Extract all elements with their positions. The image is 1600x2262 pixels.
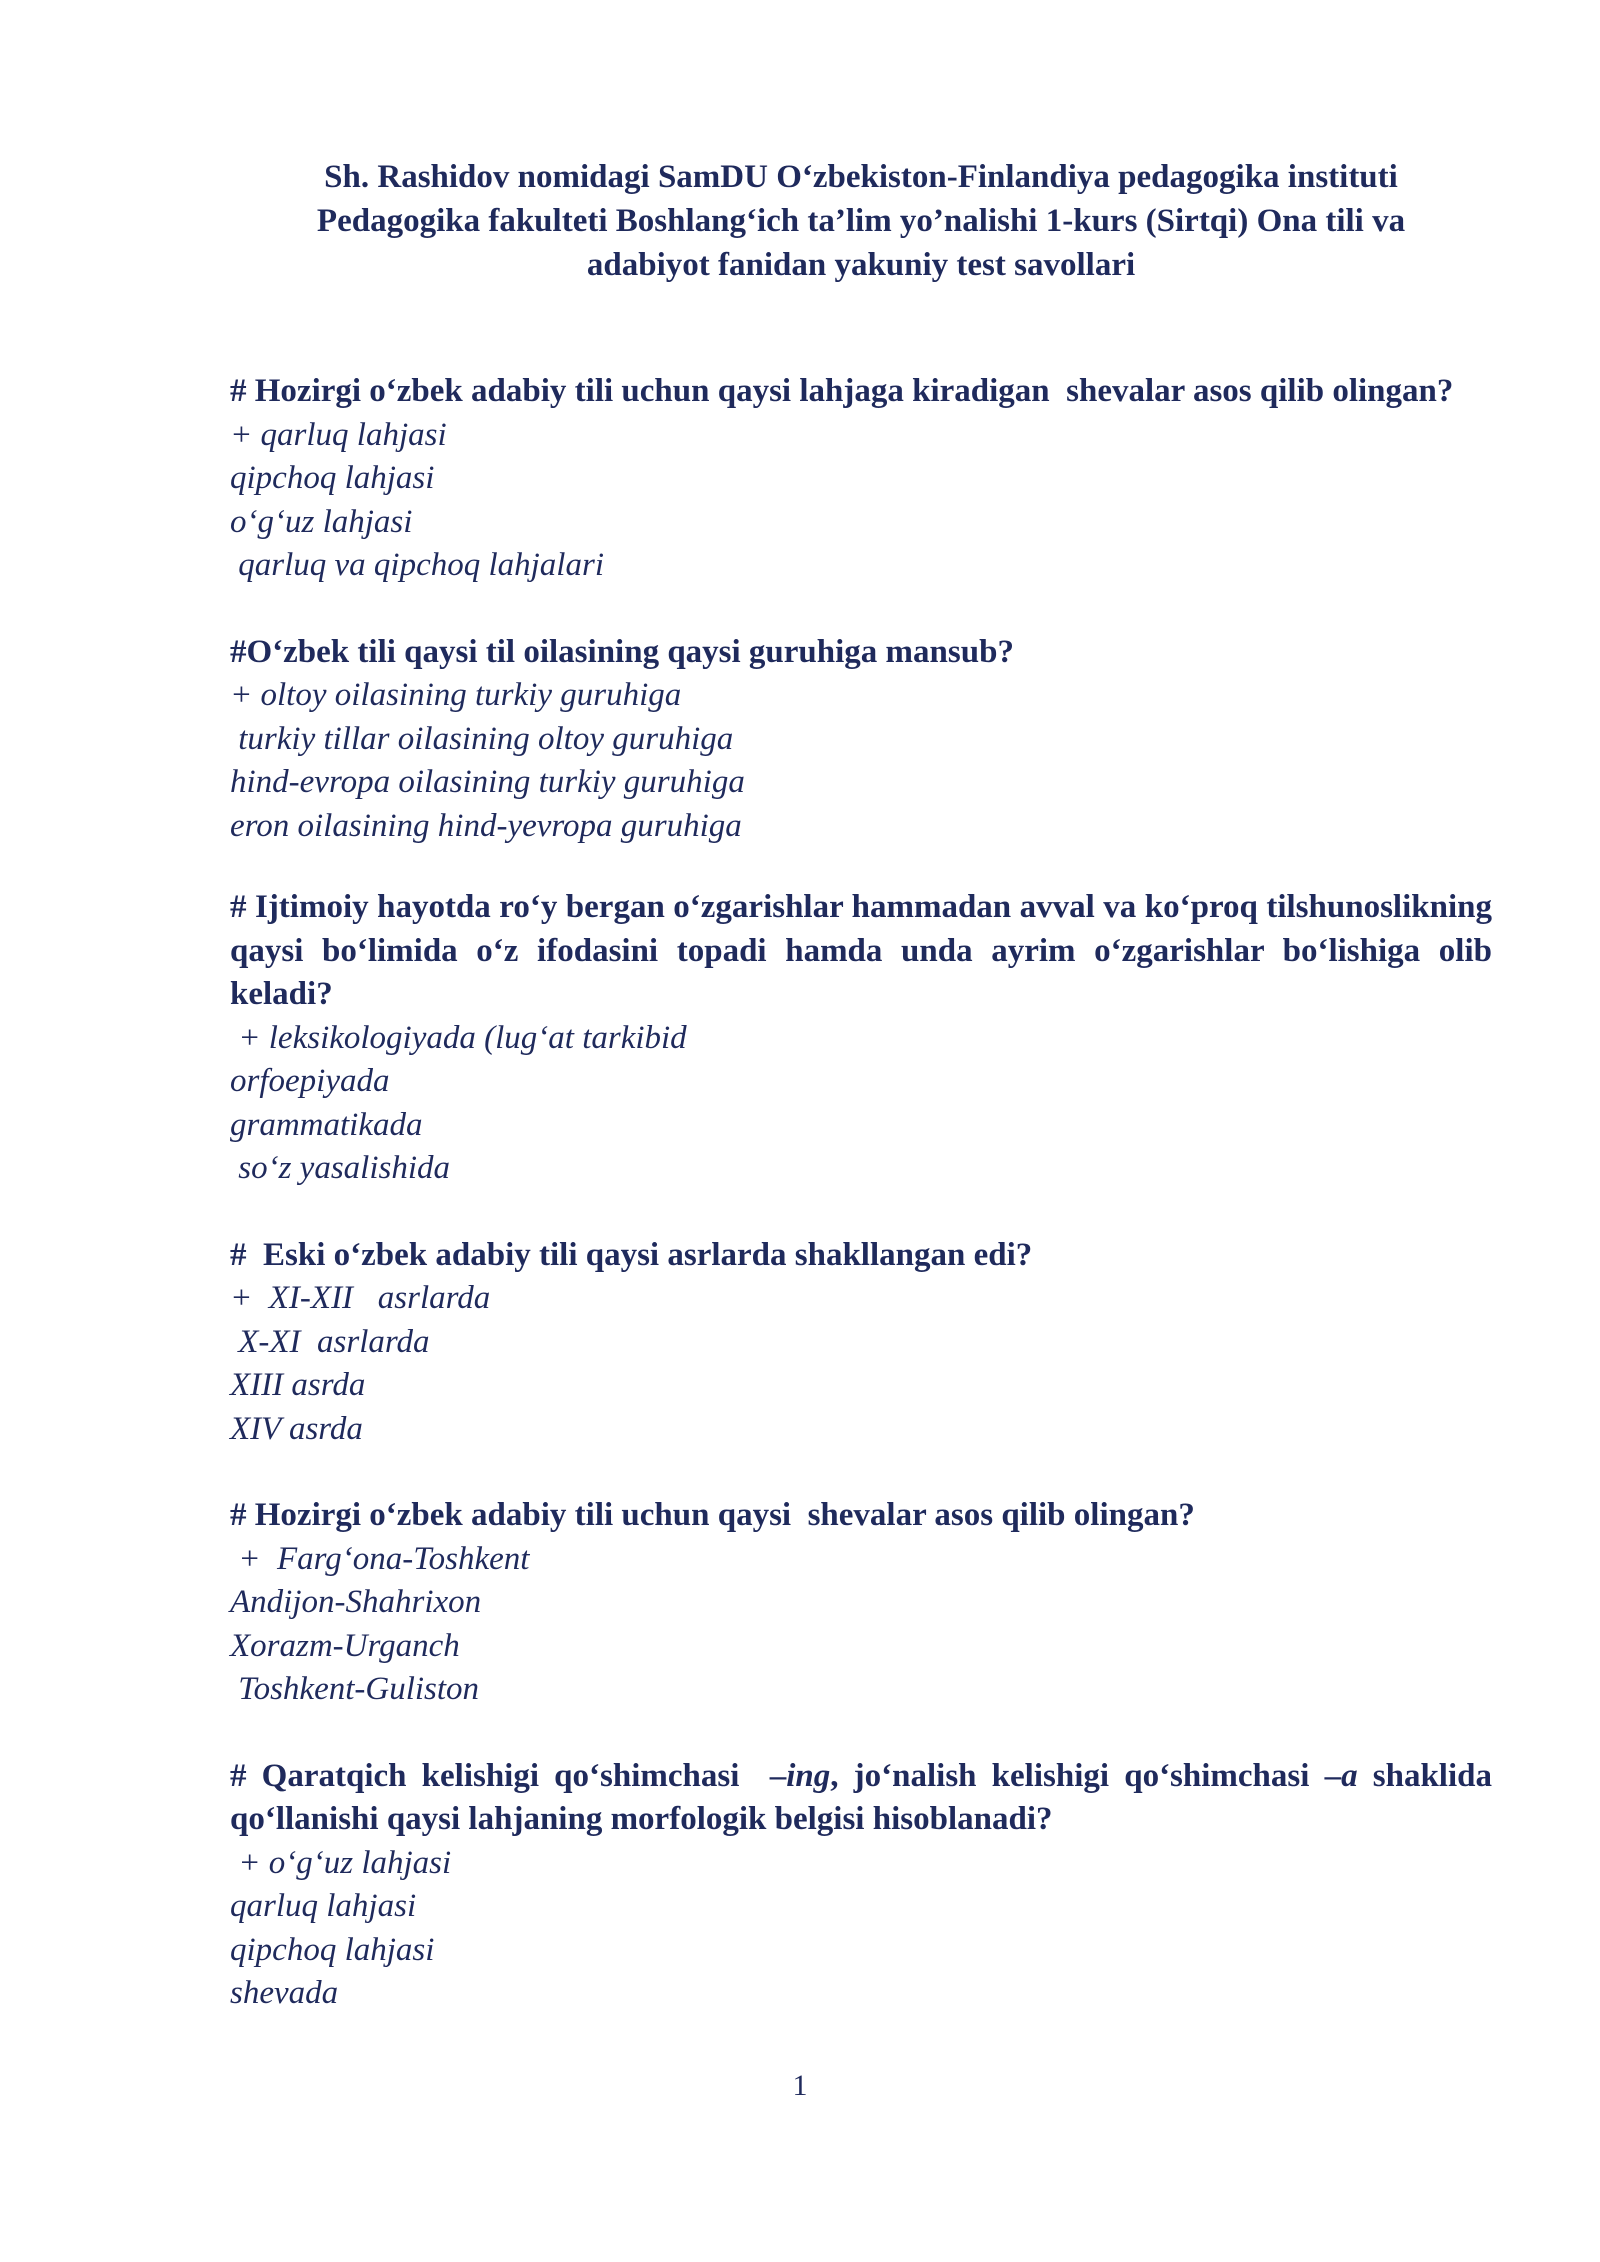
answer-option: qarluq va qipchoq lahjalari (230, 547, 604, 583)
title-line-3: adabiyot fanidan yakuniy test savollari (586, 247, 1136, 283)
answer-option: hind-evropa oilasining turkiy guruhiga (230, 764, 745, 800)
page-number: 1 (792, 2069, 808, 2102)
question-text: # Hozirgi o‘zbek adabiy tili uchun qaysi lahjaga kiradigan shevalar asos qilib olingan? (230, 373, 1454, 409)
question-list (230, 370, 1501, 2016)
answer-option: Toshkent-Guliston (230, 1671, 480, 1707)
title-line-2: Pedagogika fakulteti Boshlang‘ich ta’lim yo’nalishi 1-kurs (Sirtqi) Ona tili va (316, 203, 1406, 239)
question-text: # Eski o‘zbek adabiy tili qaysi asrlarda shakllangan edi? (230, 1236, 1033, 1273)
answer-option: grammatikada (230, 1106, 423, 1143)
question-text-part: shaklida qo‘llanishi qaysi lahjaning morfologik belgisi hisoblanadi? (230, 1757, 1501, 1837)
question-text-part: # Qaratqich kelishigi qo‘shimchasi – (230, 1757, 787, 1794)
answer-option: o‘g‘uz lahjasi (230, 503, 413, 540)
answer-option: turkiy tillar oilasining oltoy guruhiga (230, 720, 734, 757)
answer-option: Xorazm-Urganch (230, 1627, 460, 1664)
answer-list (230, 1842, 1492, 2016)
question-4 (230, 1234, 1492, 1452)
answer-option: XIV asrda (230, 1410, 363, 1447)
answer-list (230, 674, 1492, 848)
question-text: #O‘zbek tili qaysi til oilasining qaysi guruhiga mansub? (230, 633, 1014, 670)
question-5 (230, 1494, 1492, 1712)
answer-option: XIII asrda (230, 1367, 366, 1403)
answer-option: so‘z yasalishida (230, 1150, 451, 1186)
document-title (230, 155, 1492, 287)
answer-correct: + qarluq lahjasi (230, 416, 447, 453)
answer-option: Andijon-Shahrixon (230, 1584, 482, 1620)
answer-correct: + leksikologiyada (lug‘at tarkibid (230, 1019, 687, 1056)
suffix-a: a (1341, 1757, 1358, 1794)
answer-correct: + o‘g‘uz lahjasi (230, 1844, 452, 1881)
answer-correct: + XI-XII asrlarda (230, 1280, 491, 1316)
answer-option: qipchoq lahjasi (230, 1931, 435, 1968)
question-text: # Hozirgi o‘zbek adabiy tili uchun qaysi shevalar asos qilib olingan? (230, 1497, 1195, 1533)
title-line-1: Sh. Rashidov nomidagi SamDU O‘zbekiston-Finlandiya pedagogika instituti (324, 159, 1398, 195)
answer-list (230, 1538, 1492, 1712)
answer-option: orfoepiyada (230, 1063, 390, 1099)
answer-correct: + oltoy oilasining turkiy guruhiga (230, 677, 682, 713)
answer-option: X-XI asrlarda (230, 1323, 430, 1360)
question-6 (230, 1755, 1501, 2016)
answer-correct: + Farg‘ona-Toshkent (230, 1540, 530, 1577)
answer-list (230, 1017, 1492, 1191)
question-text (230, 1755, 1501, 1842)
question-text: # Ijtimoiy hayotda ro‘y bergan o‘zgarishlar hammadan avval va ko‘proq tilshunoslikning qaysi bo‘limida o‘z ifodasini topadi hamda unda ayrim o‘zgarishlar bo‘lishiga olib keladi? (230, 889, 1501, 1012)
answer-option: shevada (230, 1975, 339, 2011)
question-3 (230, 886, 1501, 1191)
answer-list (230, 1277, 1492, 1451)
question-1 (230, 370, 1492, 588)
answer-option: qarluq lahjasi (230, 1888, 417, 1924)
question-2 (230, 631, 1492, 849)
answer-list (230, 414, 1492, 588)
answer-option: eron oilasining hind-yevropa guruhiga (230, 807, 742, 844)
suffix-ing: ing (786, 1757, 831, 1794)
question-text-part: , jo‘nalish kelishigi qo‘shimchasi – (830, 1757, 1342, 1794)
answer-option: qipchoq lahjasi (230, 460, 435, 496)
